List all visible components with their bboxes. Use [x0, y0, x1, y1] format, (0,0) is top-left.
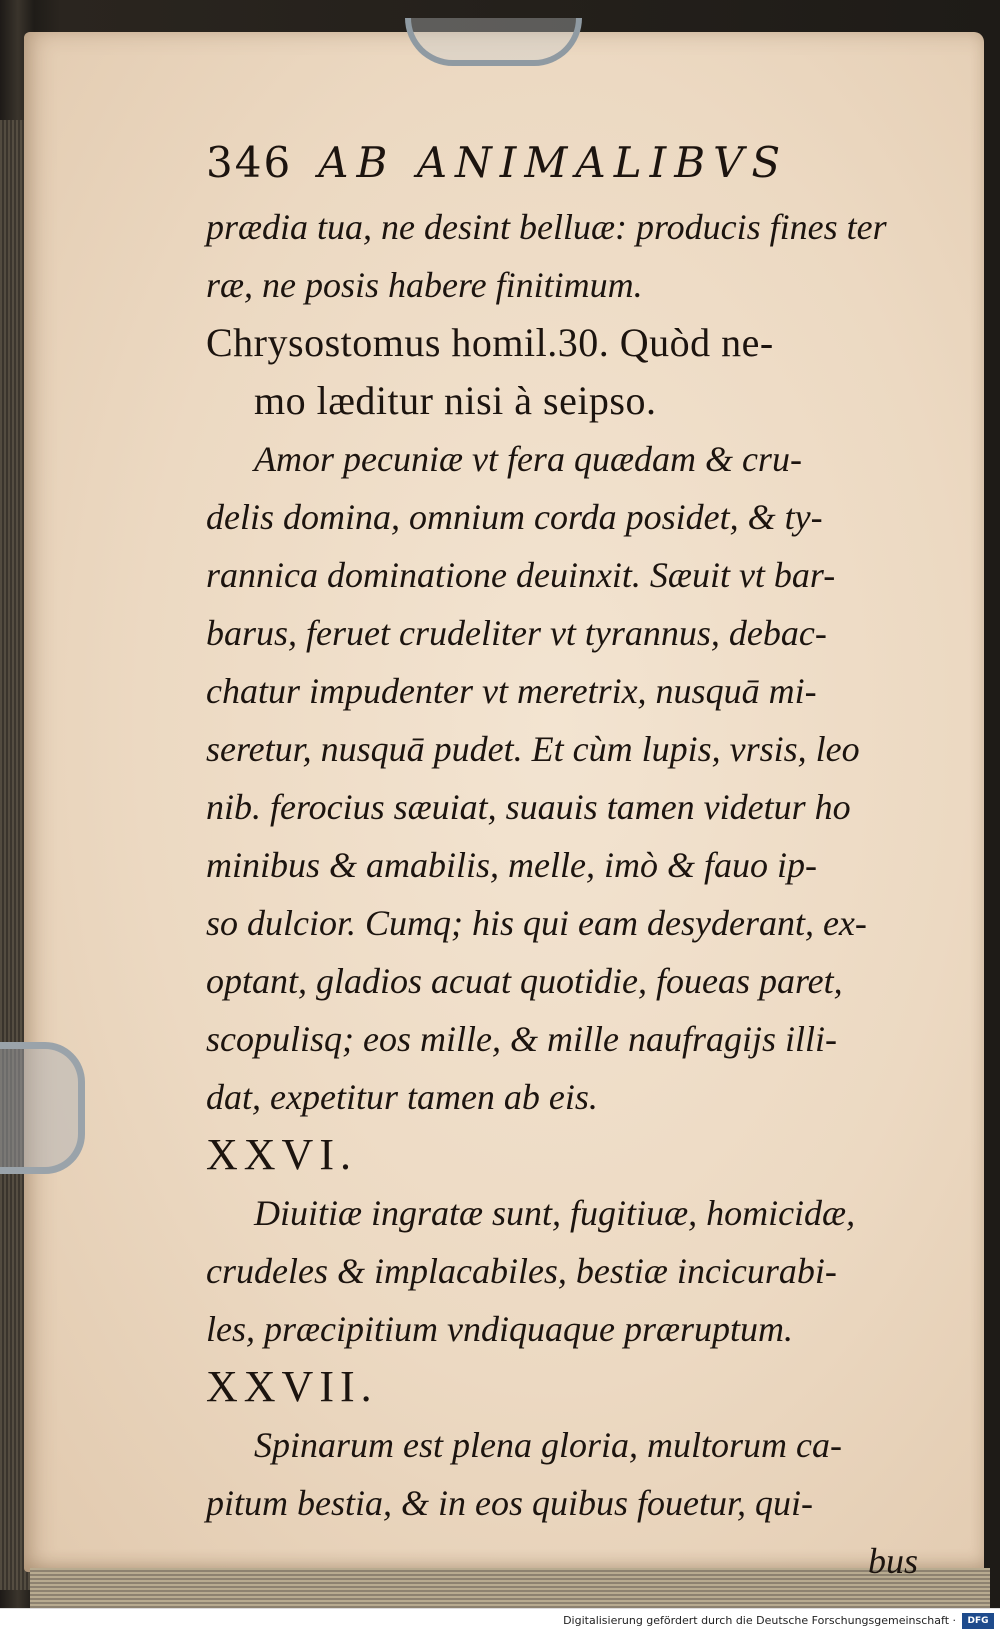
text-line: scopulisq; eos mille, & mille naufragijs illi- — [206, 1019, 837, 1059]
text-line: so dulcior. Cumq; his qui eam desyderant, ex- — [206, 903, 867, 943]
text-line: barus, feruet crudeliter vt tyrannus, debac- — [206, 613, 827, 653]
page-clip-side — [0, 1042, 85, 1174]
text-line: Spinarum est plena gloria, multorum ca- — [254, 1425, 842, 1465]
funding-credit: Digitalisierung gefördert durch die Deutsche Forschungsgemeinschaft · — [563, 1614, 956, 1627]
text-line: delis domina, omnium corda posidet, & ty- — [206, 497, 823, 537]
catchword: bus — [867, 1541, 918, 1581]
digitization-footer — [0, 1608, 1000, 1635]
text-line: rannica dominatione deuinxit. Sæuit vt bar- — [206, 555, 836, 595]
page-number: 346 — [206, 138, 293, 187]
section-numeral: XXVI. — [206, 1130, 357, 1179]
dfg-logo: DFG — [962, 1613, 994, 1629]
section-heading: mo læditur nisi à seipso. — [254, 378, 657, 423]
text-line: dat, expetitur tamen ab eis. — [206, 1077, 598, 1117]
page-header — [206, 138, 926, 198]
text-line: crudeles & implacabiles, bestiæ incicurabi- — [206, 1251, 837, 1291]
section-heading: Chrysostomus homil.30. Quòd ne- — [206, 320, 774, 365]
text-line: ræ, ne posis habere finitimum. — [206, 265, 643, 305]
text-line: optant, gladios acuat quotidie, foueas paret, — [206, 961, 843, 1001]
page-clip-top — [405, 18, 582, 66]
section-numeral: XXVII. — [206, 1362, 378, 1411]
text-line: Diuitiæ ingratæ sunt, fugitiuæ, homicidæ, — [254, 1193, 856, 1233]
text-line: prædia tua, ne desint belluæ: producis fines ter — [206, 207, 887, 247]
text-line: pitum bestia, & in eos quibus fouetur, qui- — [206, 1483, 813, 1523]
text-line: seretur, nusquā pudet. Et cùm lupis, vrsis, leo — [206, 729, 860, 769]
text-line: Amor pecuniæ vt fera quædam & cru- — [254, 439, 802, 479]
page-text — [206, 138, 926, 1590]
running-head: AB ANIMALIBVS — [318, 138, 789, 187]
text-line: nib. ferocius sæuiat, suauis tamen videtur ho — [206, 787, 851, 827]
text-line: chatur impudenter vt meretrix, nusquā mi- — [206, 671, 817, 711]
text-line: les, præcipitium vndiquaque præruptum. — [206, 1309, 793, 1349]
text-line: minibus & amabilis, melle, imò & fauo ip- — [206, 845, 817, 885]
